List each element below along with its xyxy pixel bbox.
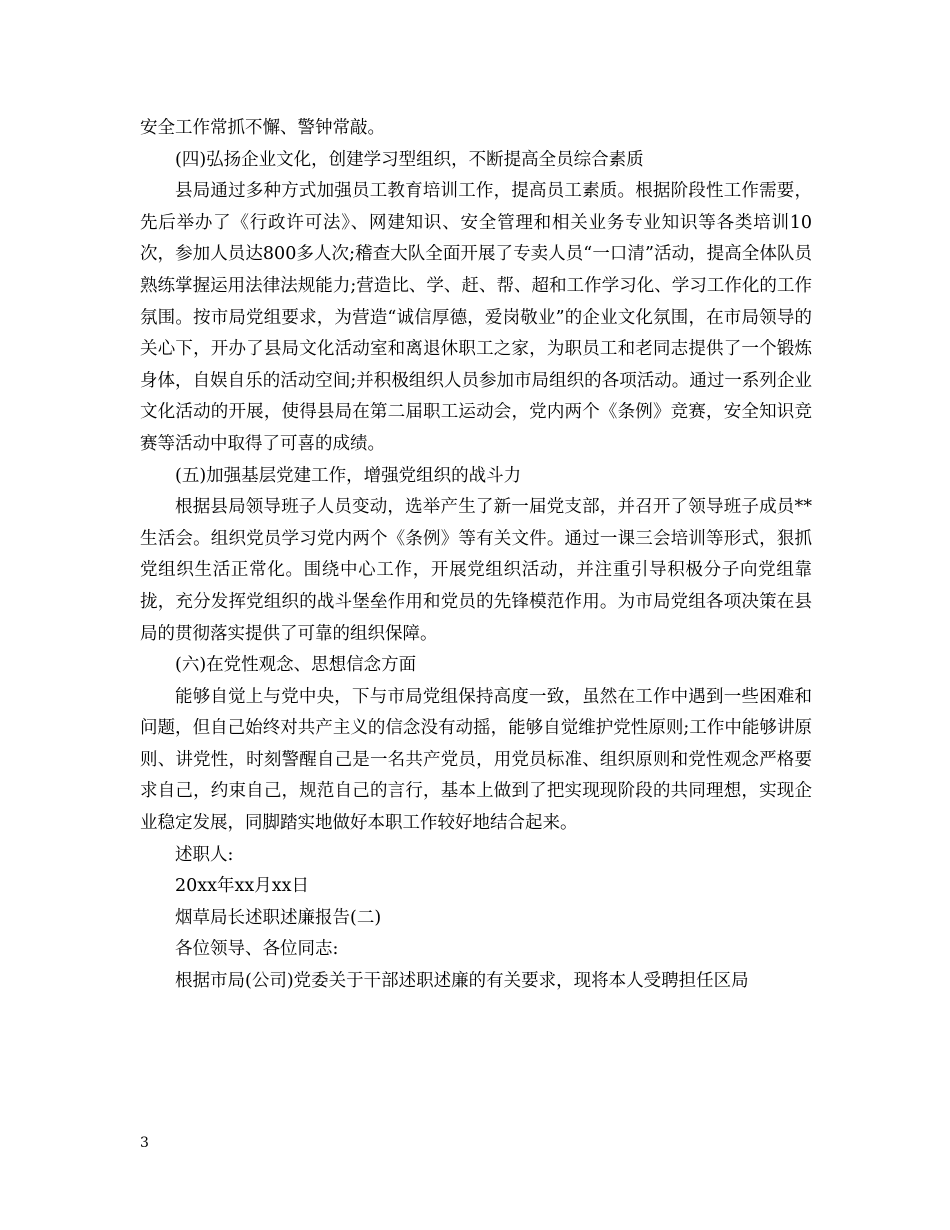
document-body xyxy=(140,113,812,998)
date-line: 20xx年xx月xx日 xyxy=(175,876,309,897)
page-number: 3 xyxy=(140,1135,149,1151)
paragraph: 安全工作常抓不懈、警钟常敲。 xyxy=(140,118,385,138)
section-heading: (四)弘扬企业文化，创建学习型组织，不断提高全员综合素质 xyxy=(175,149,644,170)
report-title: 烟草局长述职述廉报告(二) xyxy=(175,907,382,928)
section-heading: (五)加强基层党建工作，增强党组织的战斗力 xyxy=(175,465,522,486)
section-heading: (六)在党性观念、思想信念方面 xyxy=(175,655,417,676)
paragraph: 根据县局领导班子人员变动，选举产生了新一届党支部，并召开了领导班子成员**生活会。组织党员学习党内两个《条例》等有关文件。通过一课三会培训等形式，狠抓党组织生活正常化。围绕中心工作，开展党组织活动，并注重引导积极分子向党组靠拢，充分发挥党组织的战斗堡垒作用和党员的先锋模范作用。为市局党组各项决策在县局的贯彻落实提供了可靠的组织保障。 xyxy=(140,497,812,644)
paragraph: 根据市局(公司)党委关于干部述职述廉的有关要求，现将本人受聘担任区局 xyxy=(175,971,749,992)
paragraph: 能够自觉上与党中央，下与市局党组保持高度一致，虽然在工作中遇到一些困难和问题，但自己始终对共产主义的信念没有动摇，能够自觉维护党性原则;工作中能够讲原则、讲党性，时刻警醒自己是一名共产党员，用党员标准、组织原则和党性观念严格要求自己，约束自己，规范自己的言行，基本上做到了把实现现阶段的共同理想，实现企业稳定发展，同脚踏实地做好本职工作较好地结合起来。 xyxy=(140,686,812,834)
signature-label: 述职人: xyxy=(175,844,234,865)
salutation: 各位领导、各位同志: xyxy=(175,939,339,960)
paragraph: 县局通过多种方式加强员工教育培训工作，提高员工素质。根据阶段性工作需要，先后举办了《行政许可法》、网建知识、安全管理和相关业务专业知识等各类培训10次，参加人员达800多人次;稽查大队全面开展了专卖人员“一口清”活动，提高全体队员熟练掌握运用法律法规能力;营造比、学、赶、帮、超和工作学习化、学习工作化的工作氛围。按市局党组要求，为营造“诚信厚德，爱岗敬业”的企业文化氛围，在市局领导的关心下，开办了县局文化活动室和离退休职工之家，为职员工和老同志提供了一个锻炼身体，自娱自乐的活动空间;并积极组织人员参加市局组织的各项活动。通过一系列企业文化活动的开展，使得县局在第二届职工运动会，党内两个《条例》竞赛，安全知识竞赛等活动中取得了可喜的成绩。 xyxy=(140,181,812,454)
